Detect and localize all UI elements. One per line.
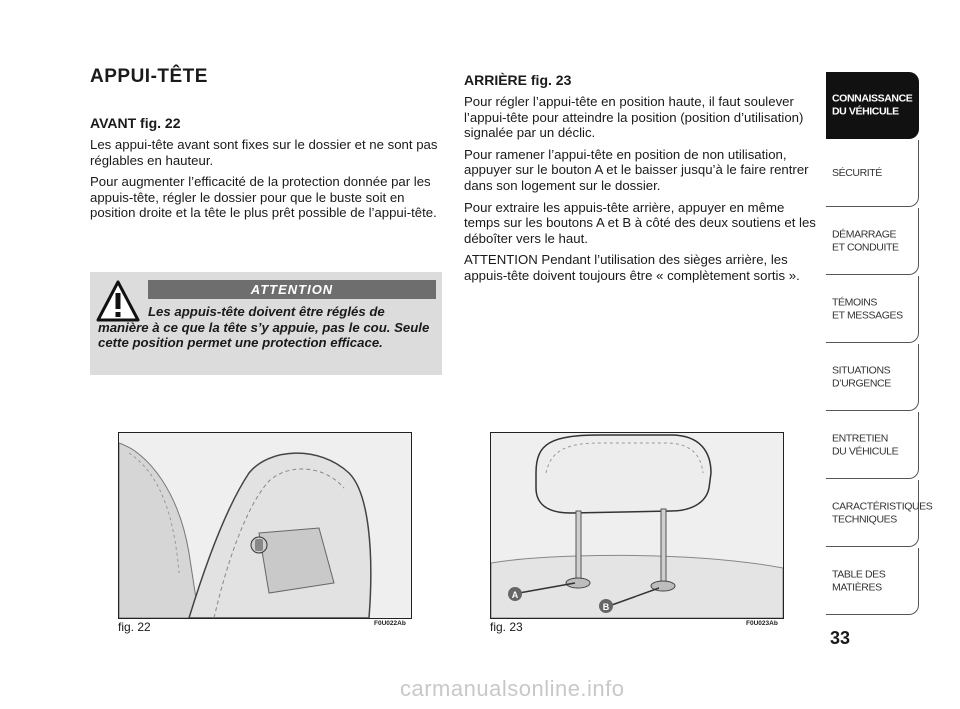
figure-23-label: fig. 23 — [490, 620, 523, 634]
sidebar-tab-connaissance[interactable] — [826, 72, 919, 139]
sidebar-tab-label: MATIÈRES — [832, 581, 882, 593]
rear-paragraph-4: ATTENTION Pendant l’utilisation des sièges arrière, les appuis-tête doivent toujours être « complètement sortis ». — [464, 252, 800, 283]
sidebar-tab-label: DÉMARRAGE — [832, 228, 897, 241]
front-subhead: AVANT fig. 22 — [90, 115, 181, 131]
figure-22-image — [118, 432, 412, 619]
sidebar-tab-label: ET MESSAGES — [832, 309, 903, 321]
figure-22-label: fig. 22 — [118, 620, 151, 634]
sidebar-tab-label: ET CONDUITE — [832, 241, 899, 253]
sidebar-tab-label: CONNAISSANCE — [832, 92, 913, 105]
front-paragraph-1: Les appui-tête avant sont fixes sur le dossier et ne sont pas réglables en hauteur. — [90, 137, 438, 168]
rear-seat-headrest-illustration — [491, 433, 783, 618]
sidebar-tab-label: SÉCURITÉ — [832, 166, 882, 179]
watermark: carmanualsonline.info — [400, 676, 625, 701]
sidebar-tab-table-des-matieres[interactable] — [826, 548, 919, 615]
sidebar-tab-label: DU VÉHICULE — [832, 105, 899, 117]
warning-text: Les appuis-tête doivent être réglés de manière à ce que la tête s’y appuie, pas le cou. Seule cette position permet une protection efficace. — [98, 304, 430, 351]
rear-paragraph-2: Pour ramener l’appui-tête en position de non utilisation, appuyer sur le bouton A et le baisser jusqu’à le faire rentrer dans son logement sur le dossier. — [464, 146, 809, 193]
sidebar-tab-securite[interactable] — [826, 140, 919, 207]
sidebar-tab-label: ENTRETIEN — [832, 432, 888, 445]
button-b-marker: B — [602, 602, 610, 612]
page-number: 33 — [830, 628, 851, 648]
sidebar-tab-label: SITUATIONS — [832, 364, 891, 377]
rear-paragraph-1: Pour régler l’appui-tête en position haute, il faut soulever l’appui-tête pour atteindre la position (position d’utilisation) signalée par un déclic. — [464, 94, 804, 141]
sidebar-tab-label: DU VÉHICULE — [832, 445, 899, 457]
figure-22-code: F0U022Ab — [374, 620, 406, 627]
sidebar-tab-label: TÉMOINS — [832, 296, 878, 309]
sidebar-tab-situations[interactable] — [826, 344, 919, 411]
rear-subhead: ARRIÈRE fig. 23 — [464, 72, 572, 88]
figure-23-code: F0U023Ab — [746, 620, 778, 627]
sidebar-tab-entretien[interactable] — [826, 412, 919, 479]
sidebar-tab-label: TABLE DES — [832, 568, 886, 581]
front-headrest-section — [90, 115, 442, 227]
page-title: APPUI-TÊTE — [90, 66, 208, 87]
front-paragraph-2: Pour augmenter l’efficacité de la protection donnée par les appuis-tête, régler le dossier pour que le buste soit en position droite et la tête le plus prêt possible de l’appui-tête. — [90, 174, 437, 221]
sidebar-tab-caracteristiques[interactable] — [826, 480, 933, 547]
button-a-marker: A — [511, 590, 519, 600]
figure-23-image — [490, 432, 784, 619]
sidebar-tab-label: D’URGENCE — [832, 377, 891, 389]
sidebar-tab-label: CARACTÉRISTIQUES — [832, 500, 933, 513]
front-seat-headrest-illustration — [119, 433, 411, 618]
sidebar-tab-demarrage[interactable] — [826, 208, 919, 275]
rear-paragraph-3: Pour extraire les appuis-tête arrière, appuyer en même temps sur les boutons A et B à côté des deux soutiens et les déboîter vers le haut. — [464, 199, 816, 246]
rear-headrest-section — [464, 72, 816, 290]
sidebar-tab-label: TECHNIQUES — [832, 513, 897, 525]
warning-box — [90, 272, 442, 375]
sidebar-tab-temoins[interactable] — [826, 276, 919, 343]
warning-header: ATTENTION — [148, 280, 436, 299]
